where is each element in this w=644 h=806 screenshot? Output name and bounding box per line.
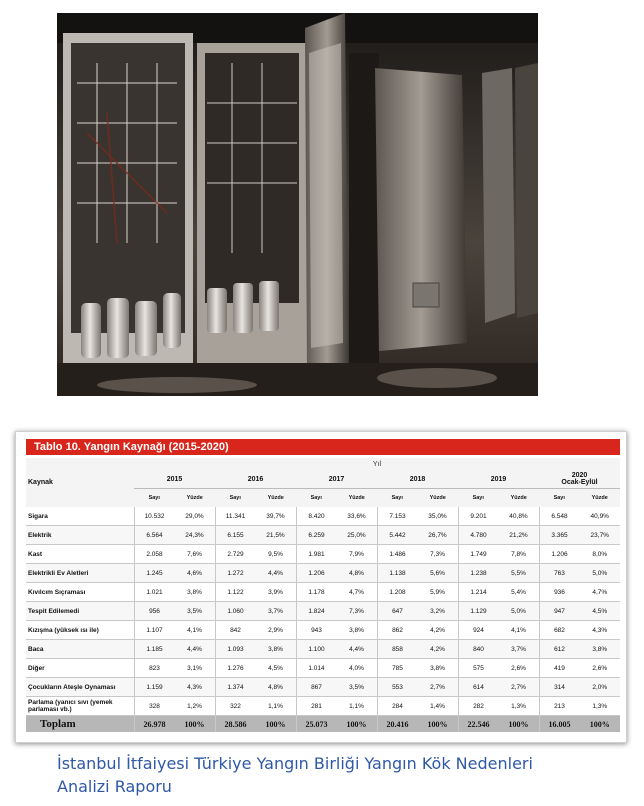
cell-sayi: 823 [134, 659, 175, 678]
cell-sayi: 26.978 [134, 716, 175, 733]
cell-sayi: 1.276 [215, 659, 256, 678]
cell-sayi: 419 [539, 659, 580, 678]
cell-sayi: 322 [215, 697, 256, 716]
total-row [26, 716, 620, 733]
cell-yuzde: 21,5% [256, 526, 297, 545]
table-row [26, 659, 620, 678]
cell-sayi: 1.374 [215, 678, 256, 697]
cell-sayi: 16.005 [539, 716, 580, 733]
cell-yuzde: 4,2% [418, 640, 459, 659]
cell-sayi: 1.138 [377, 564, 418, 583]
cell-sayi: 7.153 [377, 507, 418, 526]
year-2020-sub-label: Ocak-Eylül [561, 479, 598, 486]
cell-sayi: 867 [296, 678, 337, 697]
year-header-2020 [539, 470, 620, 489]
table-row [26, 564, 620, 583]
cell-sayi: 840 [458, 640, 499, 659]
year-header: 2016 [215, 470, 296, 489]
year-header: 2019 [458, 470, 539, 489]
cell-yuzde: 1,2% [175, 697, 216, 716]
cell-yuzde: 29,0% [175, 507, 216, 526]
cell-sayi: 1.185 [134, 640, 175, 659]
cell-yuzde: 2,9% [256, 621, 297, 640]
cell-sayi: 1.093 [215, 640, 256, 659]
cell-yuzde: 2,7% [499, 678, 540, 697]
sub-header-sayi: Sayı [134, 489, 175, 508]
cell-yuzde: 5,6% [418, 564, 459, 583]
cell-yuzde: 9,5% [256, 545, 297, 564]
table-row [26, 621, 620, 640]
cell-sayi: 25.073 [296, 716, 337, 733]
cell-sayi: 858 [377, 640, 418, 659]
row-label: Kızışma (yüksek ısı ile) [26, 621, 134, 640]
row-label: Baca [26, 640, 134, 659]
cell-sayi: 956 [134, 602, 175, 621]
cell-sayi: 6.155 [215, 526, 256, 545]
sub-header-yuzde: Yüzde [418, 489, 459, 508]
cell-sayi: 2.729 [215, 545, 256, 564]
cell-yuzde: 7,6% [175, 545, 216, 564]
cell-yuzde: 3,8% [418, 659, 459, 678]
cell-sayi: 614 [458, 678, 499, 697]
caption-line-1: İstanbul İtfaiyesi Türkiye Yangın Birliği Yangın Kök Nedenleri [57, 754, 533, 773]
cell-sayi: 5.442 [377, 526, 418, 545]
cell-sayi: 842 [215, 621, 256, 640]
cell-sayi: 682 [539, 621, 580, 640]
caption-line-2: Analizi Raporu [57, 777, 172, 796]
cell-yuzde: 40,8% [499, 507, 540, 526]
cell-yuzde: 3,8% [580, 640, 621, 659]
cell-yuzde: 100% [175, 716, 216, 733]
cell-sayi: 1.100 [296, 640, 337, 659]
cell-yuzde: 1,4% [418, 697, 459, 716]
cell-yuzde: 3,8% [175, 583, 216, 602]
row-label: Kast [26, 545, 134, 564]
cell-yuzde: 100% [337, 716, 378, 733]
table-row [26, 678, 620, 697]
cell-yuzde: 2,6% [580, 659, 621, 678]
yangin-kaynagi-table [26, 458, 620, 732]
table-row [26, 697, 620, 716]
sub-header-yuzde: Yüzde [256, 489, 297, 508]
cell-sayi: 314 [539, 678, 580, 697]
cell-sayi: 1.129 [458, 602, 499, 621]
cell-sayi: 328 [134, 697, 175, 716]
sub-header-sayi: Sayı [458, 489, 499, 508]
table-row [26, 583, 620, 602]
year-2020-label: 2020 [571, 472, 588, 479]
cell-yuzde: 5,0% [580, 564, 621, 583]
year-header: 2015 [134, 470, 215, 489]
cell-yuzde: 4,1% [175, 621, 216, 640]
cell-yuzde: 3,2% [418, 602, 459, 621]
cell-yuzde: 4,5% [256, 659, 297, 678]
cell-yuzde: 5,5% [499, 564, 540, 583]
cell-yuzde: 26,7% [418, 526, 459, 545]
cell-sayi: 281 [296, 697, 337, 716]
cell-yuzde: 39,7% [256, 507, 297, 526]
cell-yuzde: 1,1% [337, 697, 378, 716]
cell-sayi: 213 [539, 697, 580, 716]
row-label: Parlama (yanıcı sıvı (yemek parlaması vb.) [26, 697, 134, 716]
cell-sayi: 553 [377, 678, 418, 697]
cell-yuzde: 23,7% [580, 526, 621, 545]
cell-yuzde: 4,4% [256, 564, 297, 583]
table-row [26, 545, 620, 564]
cell-yuzde: 1,1% [256, 697, 297, 716]
table-row [26, 640, 620, 659]
table-row [26, 602, 620, 621]
cell-sayi: 6.259 [296, 526, 337, 545]
cell-sayi: 947 [539, 602, 580, 621]
cell-yuzde: 1,3% [499, 697, 540, 716]
cell-yuzde: 21,2% [499, 526, 540, 545]
cell-yuzde: 7,3% [337, 602, 378, 621]
cell-sayi: 4.780 [458, 526, 499, 545]
cell-yuzde: 4,7% [580, 583, 621, 602]
photo-caption [57, 752, 617, 798]
sub-header-sayi: Sayı [215, 489, 256, 508]
total-label: Toplam [26, 716, 134, 733]
cell-sayi: 22.546 [458, 716, 499, 733]
cell-sayi: 862 [377, 621, 418, 640]
cell-sayi: 943 [296, 621, 337, 640]
cell-yuzde: 8,0% [580, 545, 621, 564]
cell-yuzde: 35,0% [418, 507, 459, 526]
cell-sayi: 1.014 [296, 659, 337, 678]
cell-yuzde: 25,0% [337, 526, 378, 545]
cell-sayi: 575 [458, 659, 499, 678]
cell-yuzde: 3,7% [256, 602, 297, 621]
cell-yuzde: 4,6% [175, 564, 216, 583]
table-title: Tablo 10. Yangın Kaynağı (2015-2020) [26, 439, 620, 455]
cell-sayi: 1.159 [134, 678, 175, 697]
cell-sayi: 1.238 [458, 564, 499, 583]
sub-header-yuzde: Yüzde [175, 489, 216, 508]
year-header: 2017 [296, 470, 377, 489]
cell-yuzde: 3,9% [256, 583, 297, 602]
cell-sayi: 1.272 [215, 564, 256, 583]
cell-yuzde: 3,8% [256, 640, 297, 659]
cell-yuzde: 2,7% [418, 678, 459, 697]
cell-yuzde: 1,3% [580, 697, 621, 716]
row-label: Elektrik [26, 526, 134, 545]
kaynak-header: Kaynak [26, 458, 134, 507]
cell-yuzde: 100% [256, 716, 297, 733]
cell-sayi: 1.981 [296, 545, 337, 564]
cell-sayi: 1.214 [458, 583, 499, 602]
cell-sayi: 647 [377, 602, 418, 621]
table-row [26, 526, 620, 545]
sub-header-yuzde: Yüzde [580, 489, 621, 508]
cell-sayi: 10.532 [134, 507, 175, 526]
cell-yuzde: 4,3% [175, 678, 216, 697]
cell-yuzde: 7,9% [337, 545, 378, 564]
cell-sayi: 2.058 [134, 545, 175, 564]
sub-header-sayi: Sayı [539, 489, 580, 508]
cell-yuzde: 4,3% [580, 621, 621, 640]
cell-sayi: 785 [377, 659, 418, 678]
cell-sayi: 1.749 [458, 545, 499, 564]
cell-yuzde: 4,2% [418, 621, 459, 640]
cell-sayi: 1.060 [215, 602, 256, 621]
cell-yuzde: 5,9% [418, 583, 459, 602]
cell-sayi: 28.586 [215, 716, 256, 733]
cell-sayi: 1.206 [296, 564, 337, 583]
cell-yuzde: 7,8% [499, 545, 540, 564]
cell-sayi: 1.107 [134, 621, 175, 640]
sub-header-yuzde: Yüzde [337, 489, 378, 508]
cell-sayi: 3.365 [539, 526, 580, 545]
cell-sayi: 763 [539, 564, 580, 583]
cell-sayi: 6.548 [539, 507, 580, 526]
cell-yuzde: 4,8% [337, 564, 378, 583]
yangin-kaynagi-table-card [15, 431, 627, 743]
cell-yuzde: 4,4% [337, 640, 378, 659]
cell-yuzde: 3,5% [337, 678, 378, 697]
row-label: Kıvılcım Sıçraması [26, 583, 134, 602]
row-label: Çocukların Ateşle Oynaması [26, 678, 134, 697]
cell-yuzde: 4,8% [256, 678, 297, 697]
cell-yuzde: 3,8% [337, 621, 378, 640]
cell-yuzde: 4,1% [499, 621, 540, 640]
cell-yuzde: 40,9% [580, 507, 621, 526]
cell-sayi: 1.824 [296, 602, 337, 621]
cell-yuzde: 33,6% [337, 507, 378, 526]
cell-yuzde: 7,3% [418, 545, 459, 564]
cell-yuzde: 4,4% [175, 640, 216, 659]
cell-yuzde: 2,0% [580, 678, 621, 697]
cell-sayi: 8.420 [296, 507, 337, 526]
cell-sayi: 1.245 [134, 564, 175, 583]
cell-sayi: 924 [458, 621, 499, 640]
cell-sayi: 282 [458, 697, 499, 716]
sub-header-yuzde: Yüzde [499, 489, 540, 508]
cell-yuzde: 5,4% [499, 583, 540, 602]
cell-yuzde: 4,5% [580, 602, 621, 621]
row-label: Elektrikli Ev Aletleri [26, 564, 134, 583]
cell-yuzde: 100% [499, 716, 540, 733]
row-label: Sigara [26, 507, 134, 526]
table-row [26, 507, 620, 526]
cell-yuzde: 3,5% [175, 602, 216, 621]
cell-sayi: 1.021 [134, 583, 175, 602]
cell-yuzde: 100% [418, 716, 459, 733]
cell-yuzde: 3,7% [499, 640, 540, 659]
cell-sayi: 11.341 [215, 507, 256, 526]
cell-yuzde: 3,1% [175, 659, 216, 678]
cell-sayi: 6.564 [134, 526, 175, 545]
cell-yuzde: 4,7% [337, 583, 378, 602]
cell-sayi: 1.122 [215, 583, 256, 602]
cell-sayi: 1.178 [296, 583, 337, 602]
cell-sayi: 612 [539, 640, 580, 659]
sub-header-sayi: Sayı [377, 489, 418, 508]
cell-yuzde: 4,0% [337, 659, 378, 678]
row-label: Tespit Edilemedi [26, 602, 134, 621]
cell-yuzde: 2,6% [499, 659, 540, 678]
year-header: 2018 [377, 470, 458, 489]
cell-sayi: 1.206 [539, 545, 580, 564]
cell-sayi: 9.201 [458, 507, 499, 526]
yil-header: Yıl [134, 458, 620, 470]
cell-sayi: 1.208 [377, 583, 418, 602]
cell-sayi: 284 [377, 697, 418, 716]
sub-header-sayi: Sayı [296, 489, 337, 508]
row-label: Diğer [26, 659, 134, 678]
table-body [26, 507, 620, 732]
cell-yuzde: 24,3% [175, 526, 216, 545]
cell-sayi: 20.416 [377, 716, 418, 733]
cell-sayi: 1.486 [377, 545, 418, 564]
burned-electrical-cabinet-photo [57, 13, 538, 396]
cell-yuzde: 100% [580, 716, 621, 733]
cell-sayi: 936 [539, 583, 580, 602]
cell-yuzde: 5,0% [499, 602, 540, 621]
